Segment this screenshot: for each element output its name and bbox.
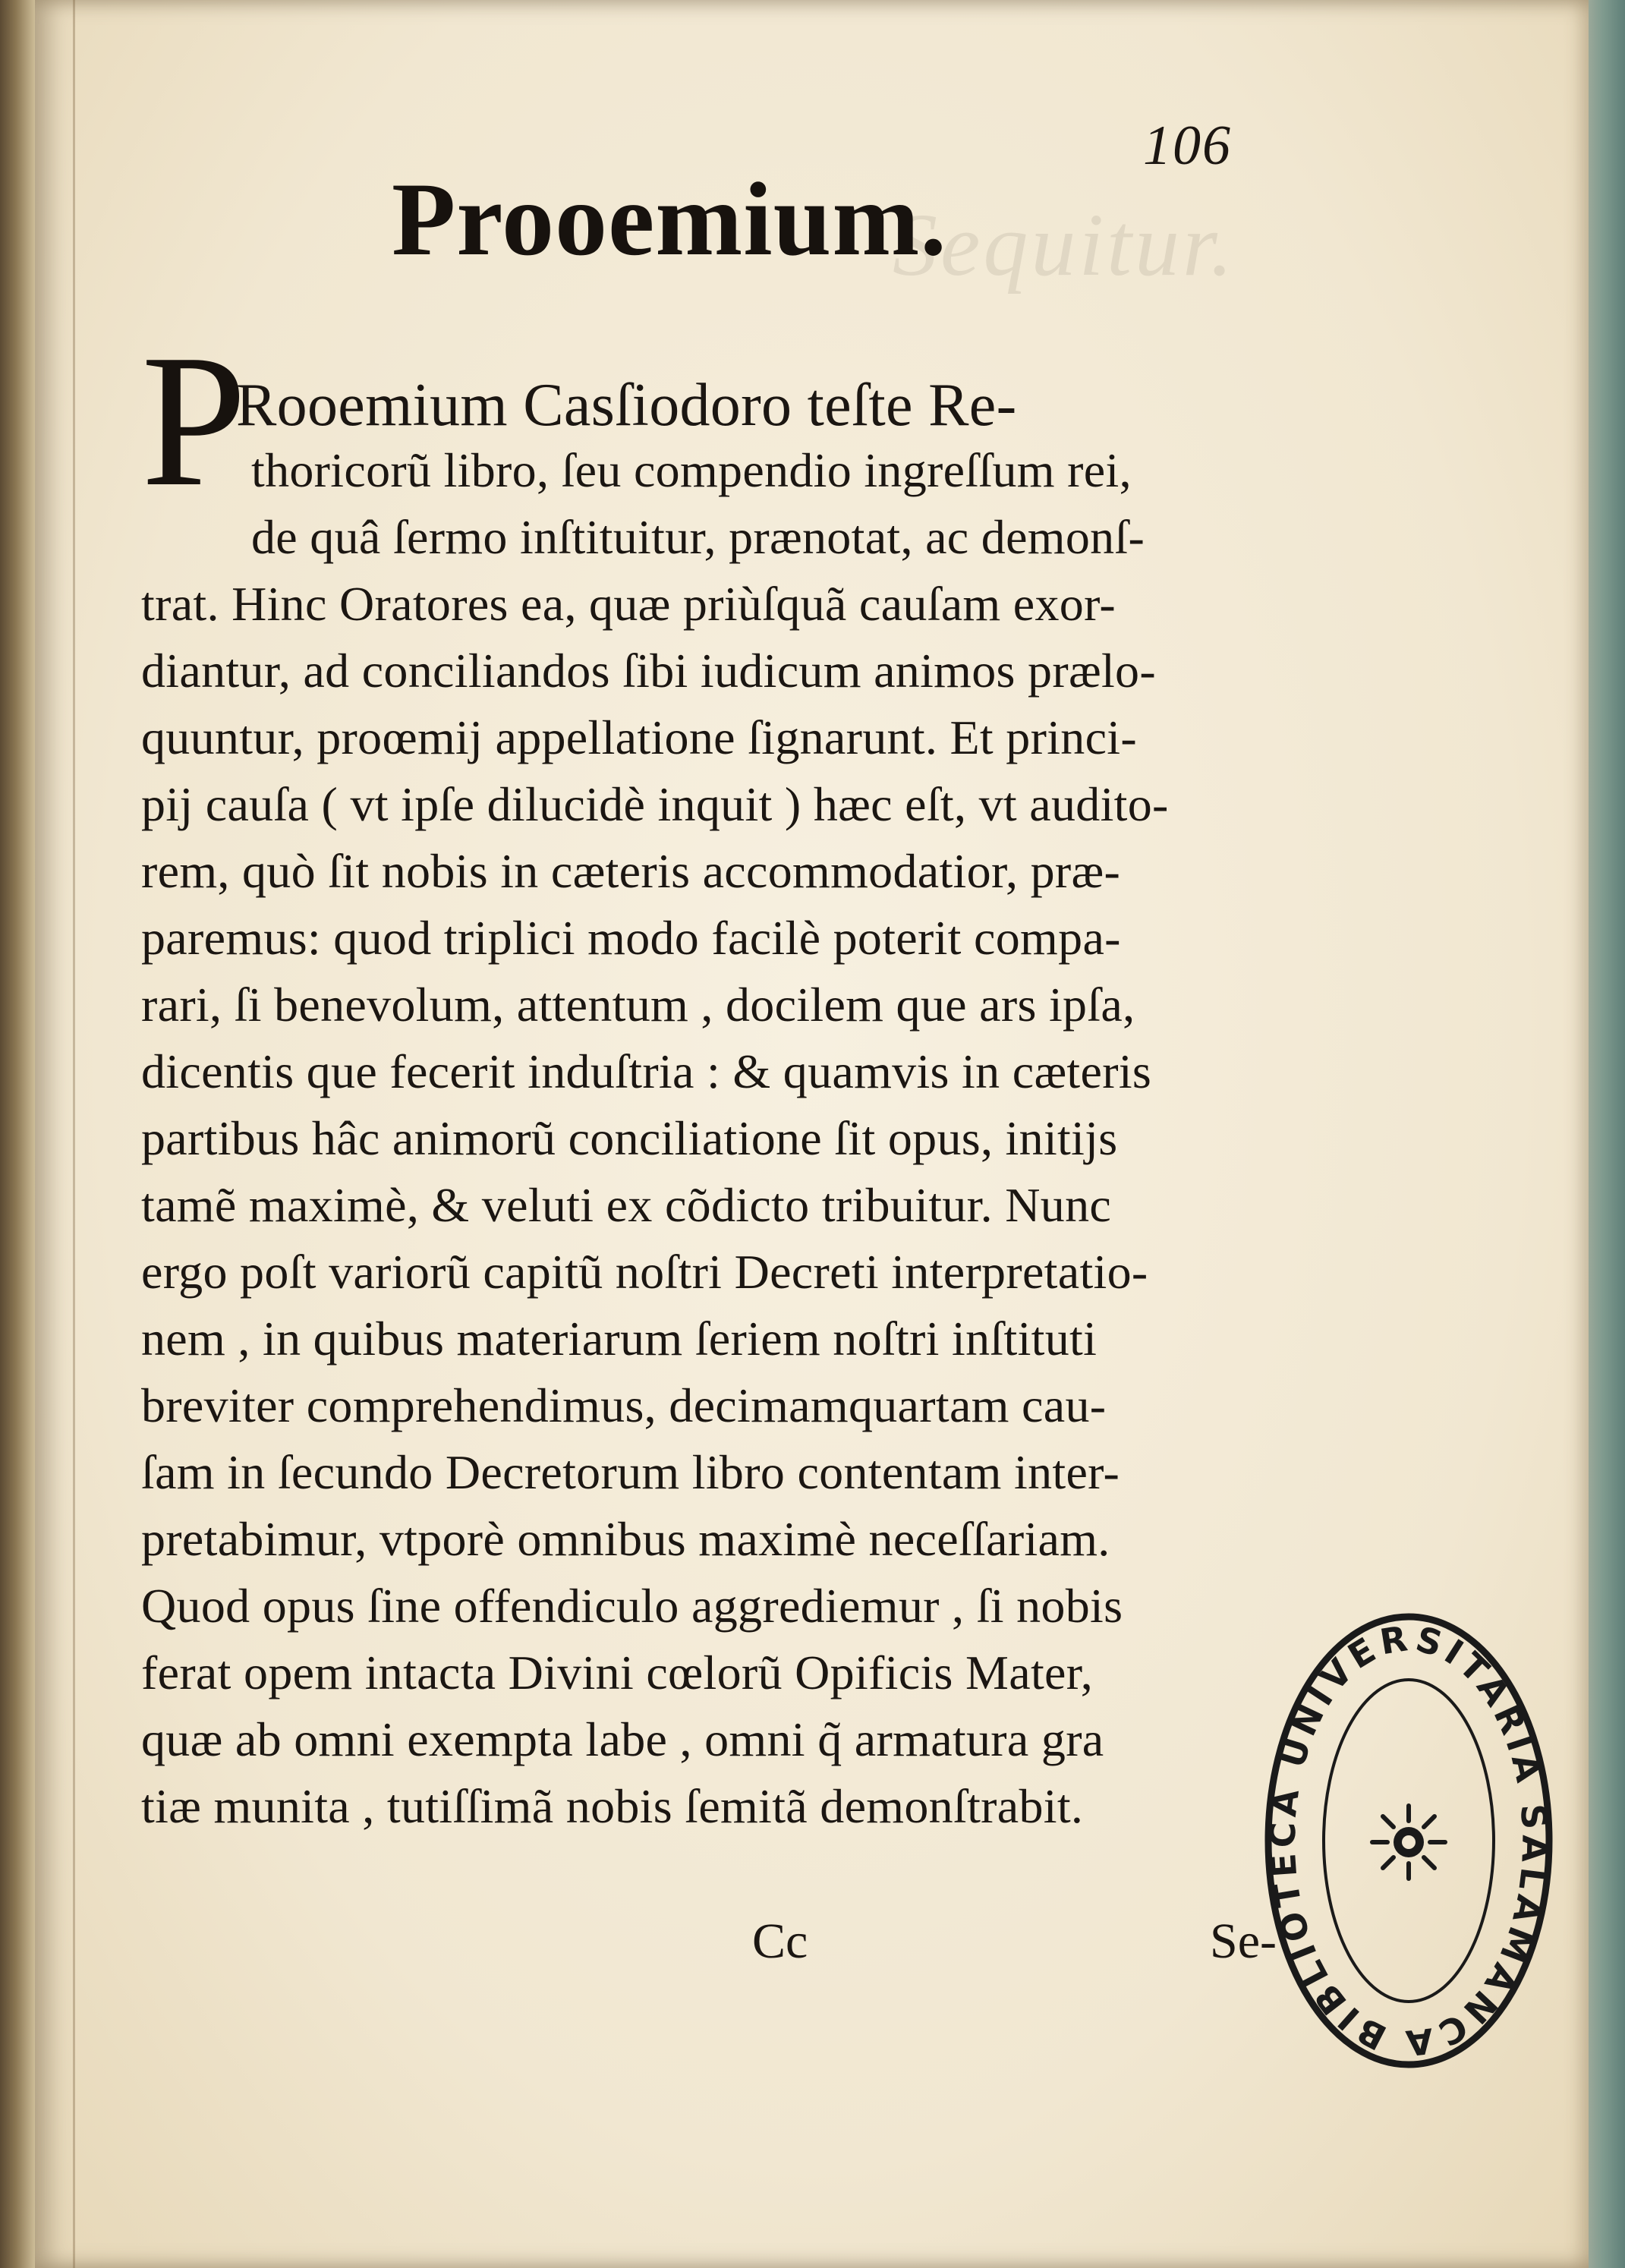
text-line: rem, quò ſit nobis in cæteris accommodatior, præ- (141, 844, 1121, 898)
text-line: ferat opem intacta Divini cœlorũ Opificis Mater, (141, 1646, 1094, 1699)
text-line: partibus hâc animorũ conciliatione ſit opus, initijs (141, 1111, 1118, 1165)
text-line: quuntur, proœmij appellatione ſignarunt. Et princi- (141, 710, 1137, 764)
page-number: 106 (1143, 115, 1232, 177)
left-binding-edge (0, 0, 35, 2268)
text-line: trat. Hinc Oratores ea, quæ priùſquã cauſam exor- (141, 577, 1116, 631)
text-line: thoricorũ libro, ſeu compendio ingreſſum rei, (251, 443, 1132, 497)
text-line: Quod opus ſine offendiculo aggrediemur , ſi nobis (141, 1579, 1123, 1633)
text-line: de quâ ſermo inſtituitur, prænotat, ac demonſ- (251, 510, 1145, 564)
signature-mark: Cc (752, 1914, 808, 1969)
drop-cap: P (141, 316, 247, 526)
text-line: pij cauſa ( vt ipſe dilucidè inquit ) hæc eſt, vt audito- (141, 777, 1169, 831)
text-line: ſam in ſecundo Decretorum libro contentam inter- (141, 1445, 1120, 1499)
gutter-line (73, 0, 75, 2268)
text-line: tiæ munita , tutiſſimã nobis ſemitã demonſtrabit. (141, 1779, 1084, 1833)
text-line: nem , in quibus materiarum ſeriem noſtri inſtituti (141, 1312, 1098, 1366)
page-title: Prooemium. (392, 161, 947, 277)
right-cover-board (1589, 0, 1625, 2268)
text-line: pretabimur, vtporè omnibus maximè neceſſariam. (141, 1512, 1110, 1566)
text-line: Rooemium Casſiodoro teſte Re- (236, 372, 1017, 439)
text-line: tamẽ maximè, & veluti ex cõdicto tribuitur. Nunc (141, 1178, 1112, 1232)
text-line: quæ ab omni exempta labe , omni q̃ armatura gra (141, 1712, 1104, 1766)
text-line: breviter comprehendimus, decimamquartam cau- (141, 1378, 1107, 1432)
text-line: diantur, ad conciliandos ſibi iudicum animos prælo- (141, 644, 1156, 698)
text-line: rari, ſi benevolum, attentum , docilem que ars ipſa, (141, 978, 1135, 1032)
catchword: Se- (1210, 1914, 1277, 1969)
sun-emblem-icon (1372, 1806, 1445, 1879)
text-line: dicentis que fecerit induſtria : & quamvis in cæteris (141, 1044, 1152, 1098)
library-stamp (1257, 1605, 1560, 2076)
stamp-text: BIBLIOTECA UNIVERSITARIA SALAMANCA (1261, 1617, 1556, 2065)
text-line: paremus: quod triplici modo facilè poterit compa- (141, 911, 1121, 965)
book-page (35, 0, 1589, 2268)
text-line: ergo poſt variorũ capitũ noſtri Decreti interpretatio- (141, 1245, 1148, 1299)
bleed-through-text: Sequitur. (893, 195, 1236, 295)
